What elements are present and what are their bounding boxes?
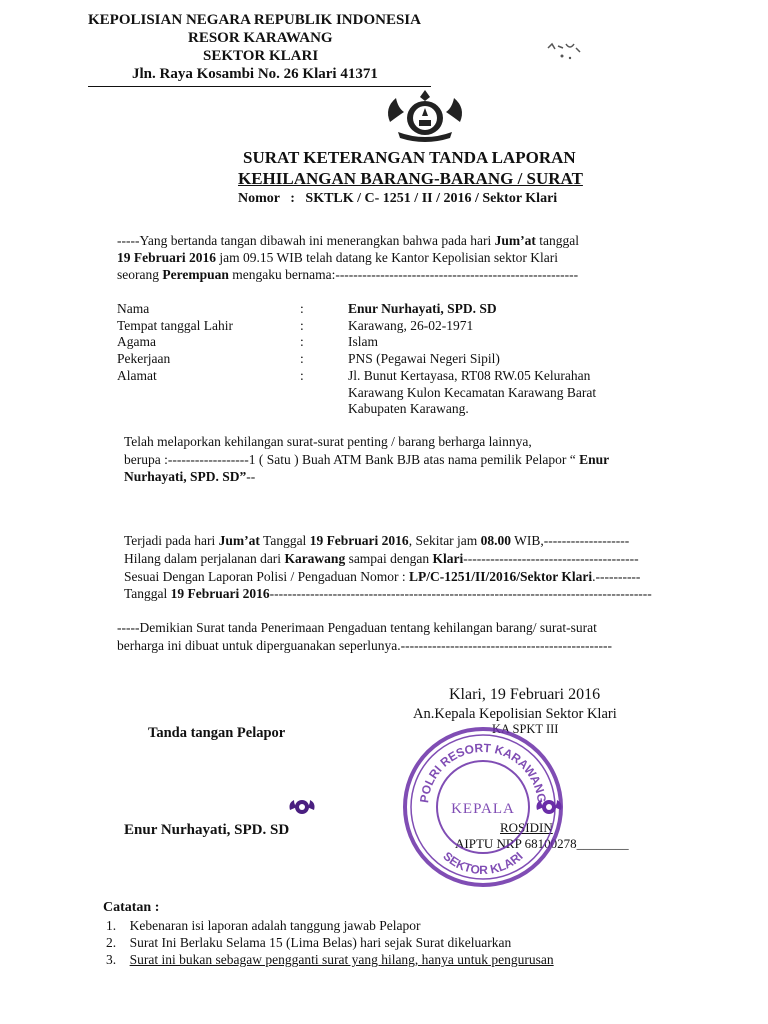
stamp-bottom-text: SEKTOR KLARI <box>440 848 526 878</box>
doc-number-value: SKTLK / C- 1251 / II / 2016 / Sektor Klari <box>305 191 558 206</box>
report-name: Nurhayati, SPD. SD” <box>124 469 247 484</box>
identity-value: Islam <box>348 334 378 349</box>
signature-rank-office: KA SPKT III <box>492 722 559 736</box>
identity-colon: : <box>300 318 304 333</box>
address-continuation: Kabupaten Karawang. <box>348 401 469 416</box>
incident-day: Jum’at <box>218 533 260 548</box>
incident-text: Sesuai Dengan Laporan Polisi / Pengaduan Nomor : <box>124 569 409 584</box>
letterhead-line2: RESOR KARAWANG <box>188 30 333 46</box>
incident-to: Klari <box>432 551 464 566</box>
intro-day: Jum’at <box>494 233 536 248</box>
incident-date: 19 Februari 2016 <box>170 586 270 601</box>
identity-colon: : <box>300 301 304 316</box>
incident-text: WIB,------------------- <box>511 533 630 548</box>
doc-number-label: Nomor <box>238 191 280 206</box>
identity-label: Tempat tanggal Lahir <box>117 318 234 333</box>
incident-report-number: LP/C-1251/II/2016/Sektor Klari <box>408 569 593 584</box>
signature-place-date: Klari, 19 Februari 2016 <box>449 686 601 703</box>
identity-value: Jl. Bunut Kertayasa, RT08 RW.05 Kelurahan <box>348 368 591 383</box>
identity-value: Enur Nurhayati, SPD. SD <box>348 301 497 316</box>
identity-label: Alamat <box>117 368 157 383</box>
identity-label: Nama <box>117 301 150 316</box>
corner-mark-icon <box>540 36 590 66</box>
officer-name: ROSIDIN <box>500 820 553 835</box>
identity-label: Agama <box>117 334 156 349</box>
intro-line3 <box>117 267 578 283</box>
intro-text: mengaku bernama:------------------------------------------------------ <box>228 267 579 282</box>
identity-value: Karawang, 26-02-1971 <box>348 318 474 333</box>
note-number: 3. <box>106 952 117 967</box>
note-number: 2. <box>106 935 117 950</box>
identity-value: PNS (Pegawai Negeri Sipil) <box>348 351 500 366</box>
identity-colon: : <box>300 334 304 349</box>
incident-text: , Sekitar jam <box>408 533 481 548</box>
incident-line3 <box>124 569 640 585</box>
intro-text: tanggal <box>535 233 579 248</box>
incident-text: sampai dengan <box>345 551 433 566</box>
note-item <box>106 935 511 951</box>
intro-gender: Perempuan <box>162 267 229 282</box>
incident-line1 <box>124 533 629 549</box>
notes-heading: Catatan : <box>103 900 160 915</box>
incident-line2 <box>124 551 639 567</box>
incident-time: 08.00 <box>480 533 512 548</box>
incident-date: 19 Februari 2016 <box>309 533 409 548</box>
incident-text: --------------------------------------- <box>463 551 639 566</box>
doc-title-line1: SURAT KETERANGAN TANDA LAPORAN <box>243 148 576 167</box>
identity-colon: : <box>300 351 304 366</box>
report-line2 <box>124 452 609 468</box>
reporter-name: Enur Nurhayati, SPD. SD <box>124 822 290 838</box>
note-text: Kebenaran isi laporan adalah tanggung jawab Pelapor <box>129 918 421 933</box>
letterhead-line3: SEKTOR KLARI <box>203 48 319 64</box>
intro-date: 19 Februari 2016 <box>117 250 216 265</box>
report-text: -- <box>246 469 256 484</box>
doc-number-colon: : <box>283 191 302 206</box>
note-item <box>106 952 554 968</box>
incident-line4 <box>124 586 652 602</box>
incident-text: Terjadi pada hari <box>124 533 219 548</box>
report-name: Enur <box>579 452 610 467</box>
officer-nrp: AIPTU NRP 68100278________ <box>455 836 629 851</box>
stamp-top-text: POLRI RESORT KARAWANG <box>417 740 549 804</box>
incident-text: Hilang dalam perjalanan dari <box>124 551 285 566</box>
incident-text: Tanggal <box>259 533 310 548</box>
intro-text: -----Yang bertanda tangan dibawah ini menerangkan bahwa pada hari <box>117 233 495 248</box>
note-item <box>106 918 421 934</box>
doc-title-line2: KEHILANGAN BARANG-BARANG / SURAT <box>238 169 583 188</box>
note-number: 1. <box>106 918 117 933</box>
incident-text: Tanggal <box>124 586 171 601</box>
incident-text: .---------- <box>592 569 641 584</box>
note-text: Surat ini bukan sebagaw pengganti surat yang hilang, hanya untuk pengurusan <box>129 952 554 967</box>
incident-from: Karawang <box>284 551 346 566</box>
identity-colon: : <box>300 368 304 383</box>
small-emblem-icon <box>288 796 316 818</box>
report-line1: Telah melaporkan kehilangan surat-surat penting / barang berharga lainnya, <box>124 434 532 449</box>
report-text: berupa :------------------1 ( Satu ) Buah ATM Bank BJB atas nama pemilik Pelapor “ <box>124 452 580 467</box>
report-line3 <box>124 469 255 485</box>
identity-label: Pekerjaan <box>117 351 171 366</box>
intro-line2 <box>117 250 558 266</box>
intro-text: seorang <box>117 267 163 282</box>
stamp-center-text: KEPALA <box>451 801 515 817</box>
doc-number <box>238 191 557 207</box>
note-text: Surat Ini Berlaku Selama 15 (Lima Belas) hari sejak Surat dikeluarkan <box>129 935 512 950</box>
address-continuation: Karawang Kulon Kecamatan Karawang Barat <box>348 385 597 400</box>
reporter-signature-label: Tanda tangan Pelapor <box>148 725 286 741</box>
letterhead-line1: KEPOLISIAN NEGARA REPUBLIK INDONESIA <box>88 12 421 28</box>
incident-text: ------------------------------------------------------------------------------------- <box>269 586 652 601</box>
closing-line2: berharga ini dibuat untuk diperguanakan seperlunya.----------------------------------------------- <box>117 638 612 653</box>
official-stamp <box>398 722 568 892</box>
intro-text: jam 09.15 WIB telah datang ke Kantor Kepolisian sektor Klari <box>216 250 559 265</box>
closing-line1: -----Demikian Surat tanda Penerimaan Pengaduan tentang kehilangan barang/ surat-surat <box>117 620 597 635</box>
signature-office: An.Kepala Kepolisian Sektor Klari <box>413 706 617 722</box>
police-emblem-icon <box>380 84 470 144</box>
intro-line1 <box>117 233 579 249</box>
letterhead-address: Jln. Raya Kosambi No. 26 Klari 41371 <box>132 66 378 82</box>
